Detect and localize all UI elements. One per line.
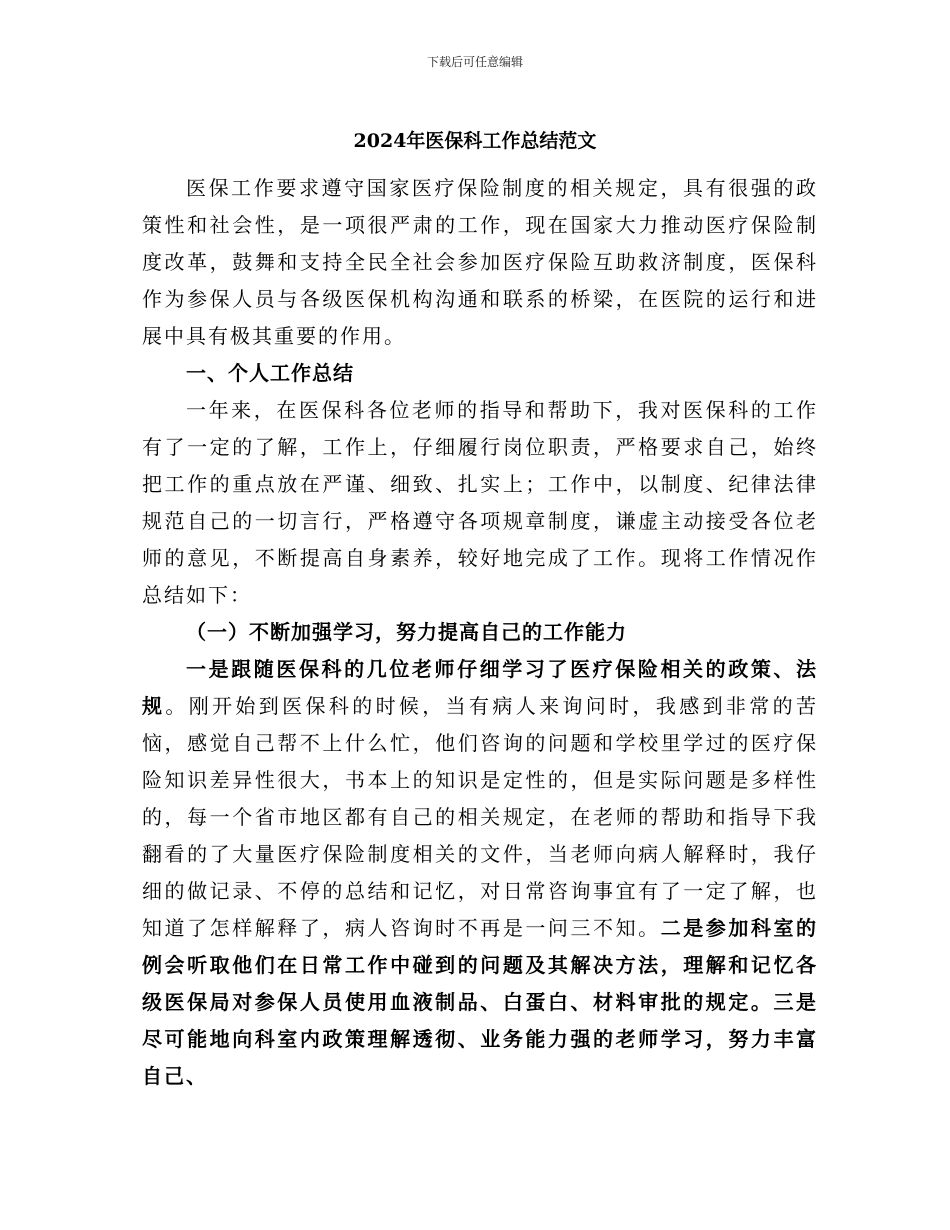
document-body xyxy=(142,170,818,1095)
section-paragraph-personal-summary: 一年来，在医保科各位老师的指导和帮助下，我对医保科的工作有了一定的了解，工作上，仔细履行岗位职责，严格要求自己，始终把工作的重点放在严谨、细致、扎实上；工作中，以制度、纪律法律规范自己的一切言行，严格遵守各项规章制度，谦虚主动接受各位老师的意见，不断提高自身素养，较好地完成了工作。现将工作情况作总结如下： xyxy=(142,398,818,607)
header-note: 下载后可任意编辑 xyxy=(426,55,523,69)
learning-points-two-three: 二是参加科室的例会听取他们在日常工作中碰到的问题及其解决方法，理解和记忆各级医保局对参保人员使用血液制品、白蛋白、材料审批的规定。三是尽可能地向科室内政策理解透彻、业务能力强的老师学习，努力丰富自己、 xyxy=(142,916,819,1088)
learning-paragraph xyxy=(142,651,818,1095)
learning-point-one: 一是跟随医保科的几位老师仔细学习了医疗保险相关的政策、法规 xyxy=(142,657,818,718)
learning-point-one-detail: 。刚开始到医保科的时候，当有病人来询问时，我感到非常的苦恼，感觉自己帮不上什么忙，他们咨询的问题和学校里学过的医疗保险知识差异性很大，书本上的知识是定性的，但是实际问题是多样性的，每一个省市地区都有自己的相关规定，在老师的帮助和指导下我翻看的了大量医疗保险制度相关的文件，当老师向病人解释时，我仔细的做记录、不停的总结和记忆，对日常咨询事宜有了一定了解，也知道了怎样解释了，病人咨询时不再是一问三不知。 xyxy=(142,694,819,940)
intro-paragraph: 医保工作要求遵守国家医疗保险制度的相关规定，具有很强的政策性和社会性，是一项很严肃的工作，现在国家大力推动医疗保险制度改革，鼓舞和支持全民全社会参加医疗保险互助救济制度，医保科作为参保人员与各级医保机构沟通和联系的桥梁，在医院的运行和进展中具有极其重要的作用。 xyxy=(142,176,818,348)
section-heading-personal-summary: 一、个人工作总结 xyxy=(186,361,354,385)
document-title: 2024年医保科工作总结范文 xyxy=(353,130,597,152)
subsection-heading-learning: （一）不断加强学习，努力提高自己的工作能力 xyxy=(186,620,627,644)
